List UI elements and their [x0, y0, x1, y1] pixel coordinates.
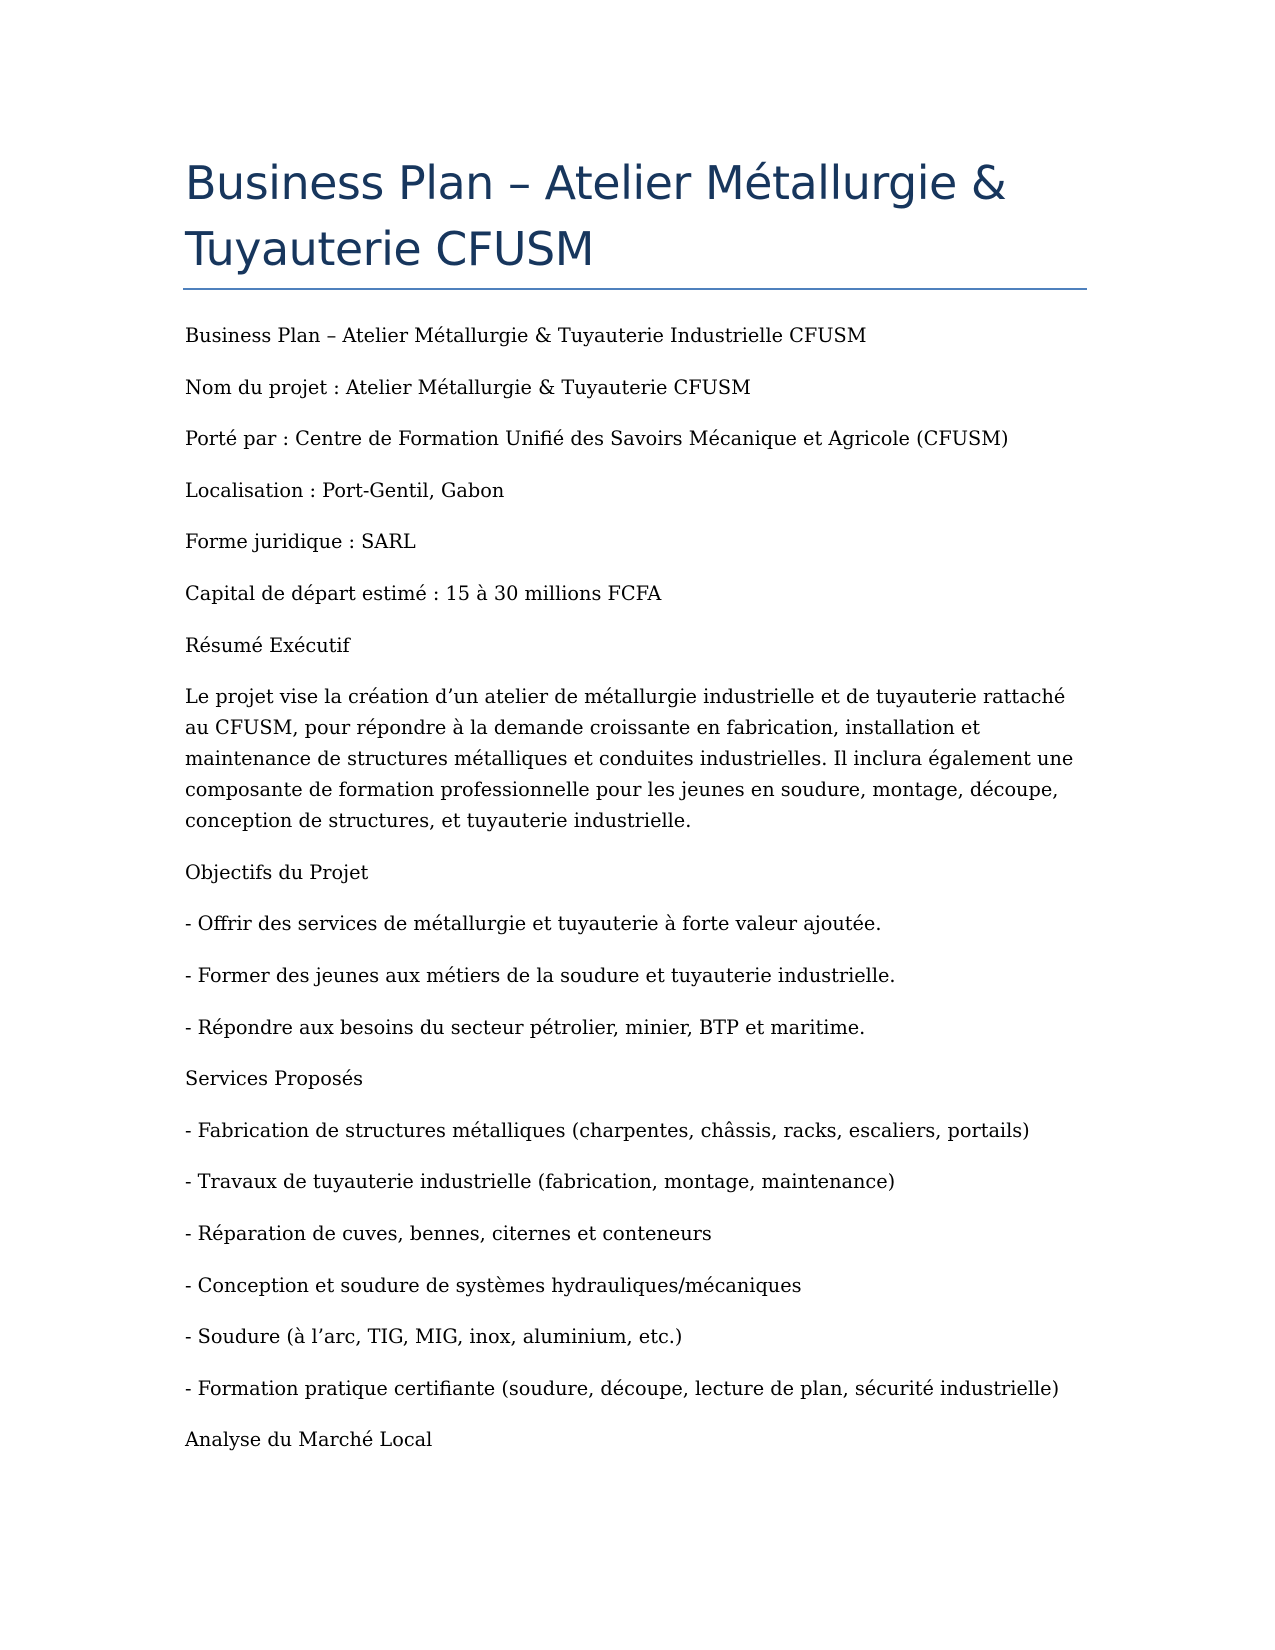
service-item: - Travaux de tuyauterie industrielle (fabrication, montage, maintenance): [185, 1170, 896, 1194]
legal-form: Forme juridique : SARL: [185, 530, 416, 554]
plan-subtitle: Business Plan – Atelier Métallurgie & Tuyauterie Industrielle CFUSM: [185, 324, 867, 347]
service-item: - Fabrication de structures métalliques (charpentes, châssis, racks, escaliers, portails): [185, 1118, 1030, 1142]
title-underline: [183, 288, 1087, 290]
project-sponsor: Porté par : Centre de Formation Unifié des Savoirs Mécanique et Agricole (CFUSM): [185, 427, 1009, 451]
objective-item: - Offrir des services de métallurgie et tuyauterie à forte valeur ajoutée.: [185, 912, 882, 936]
section-heading-objectives: Objectifs du Projet: [185, 860, 369, 884]
section-heading-services: Services Proposés: [185, 1067, 364, 1091]
section-heading-market-analysis: Analyse du Marché Local: [185, 1428, 433, 1452]
starting-capital: Capital de départ estimé : 15 à 30 millions FCFA: [185, 581, 662, 605]
objective-item: - Répondre aux besoins du secteur pétrolier, minier, BTP et maritime.: [185, 1015, 866, 1039]
document-body: [185, 320, 1090, 1476]
project-name: Nom du projet : Atelier Métallurgie & Tuyauterie CFUSM: [185, 375, 751, 399]
executive-summary-text: Le projet vise la création d’un atelier de métallurgie industrielle et de tuyauterie rattaché au CFUSM, pour répondre à la demande croissante en fabrication, installation et maintenance de structures métalliques et conduites industrielles. Il inclura également une composante de formation professionnelle pour les jeunes en soudure, montage, découpe, conception de structures, et tuyauterie industrielle.: [185, 685, 1074, 833]
service-item: - Soudure (à l’arc, TIG, MIG, inox, aluminium, etc.): [185, 1325, 683, 1349]
objective-item: - Former des jeunes aux métiers de la soudure et tuyauterie industrielle.: [185, 963, 896, 987]
service-item: - Réparation de cuves, bennes, citernes et conteneurs: [185, 1221, 712, 1245]
project-location: Localisation : Port-Gentil, Gabon: [185, 478, 505, 502]
service-item: - Formation pratique certifiante (soudure, découpe, lecture de plan, sécurité industrielle): [185, 1376, 1060, 1400]
service-item: - Conception et soudure de systèmes hydrauliques/mécaniques: [185, 1273, 802, 1297]
document-title: Business Plan – Atelier Métallurgie & Tuyauterie CFUSM: [185, 156, 1007, 276]
section-heading-executive-summary: Résumé Exécutif: [185, 633, 350, 657]
